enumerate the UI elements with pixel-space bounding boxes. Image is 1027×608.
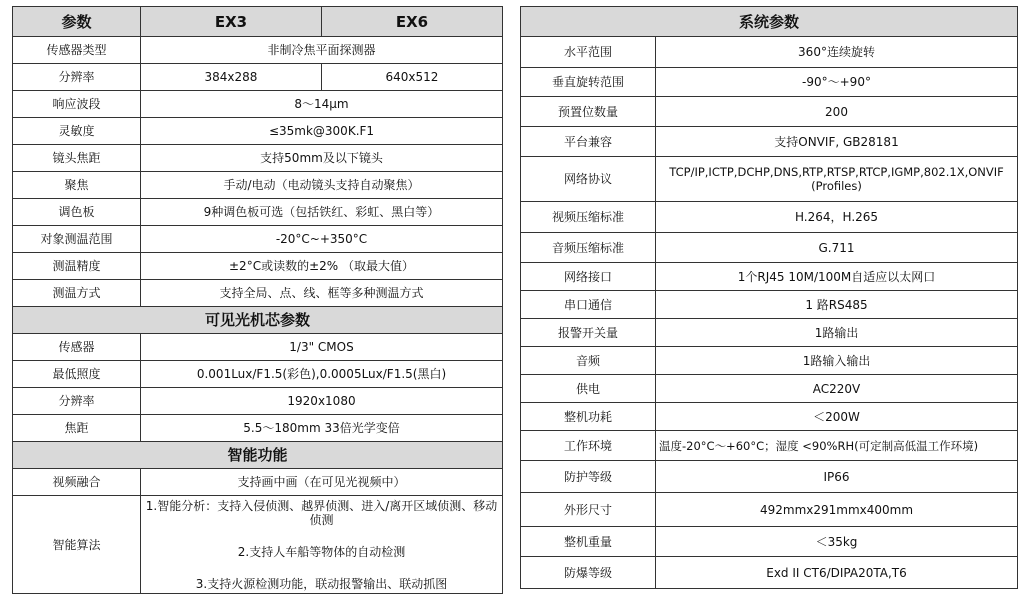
row-label: 网络接口 [521,263,656,291]
row-label: 传感器 [13,334,141,361]
row-value: -20°C~+350°C [141,226,503,253]
row-value: ±2°C或读数的±2% （取最大值） [141,253,503,280]
row-label: 外形尺寸 [521,493,656,527]
row-value: 200 [656,97,1018,127]
algo-lines [143,499,500,591]
row-label: 水平范围 [521,37,656,68]
row-label: 调色板 [13,199,141,226]
row-value: 8～14μm [141,91,503,118]
row-value: ≤35mk@300K.F1 [141,118,503,145]
left-spec-table [12,6,503,594]
row-value: ＜35kg [656,527,1018,557]
row-label: 串口通信 [521,291,656,319]
row-value: TCP/IP,ICTP,DCHP,DNS,RTP,RTSP,RTCP,IGMP,802.1X,ONVIF (Profiles) [656,157,1018,202]
row-value: 支持ONVIF, GB28181 [656,127,1018,157]
row-value: 手动/电动（电动镜头支持自动聚焦） [141,172,503,199]
row-label: 整机重量 [521,527,656,557]
row-value: 支持50mm及以下镜头 [141,145,503,172]
ex3-resolution: 384x288 [141,64,322,91]
algo-cell [141,496,503,594]
row-label: 音频压缩标准 [521,233,656,263]
algo-line-3: 3.支持火源检测功能，联动报警输出、联动抓图 [195,576,448,591]
row-label: 预置位数量 [521,97,656,127]
row-label: 智能算法 [13,496,141,594]
row-label: 防护等级 [521,461,656,493]
row-value: 1路输出 [656,319,1018,347]
row-value: 0.001Lux/F1.5(彩色),0.0005Lux/F1.5(黑白) [141,361,503,388]
row-label: 分辨率 [13,64,141,91]
row-value: -90°～+90° [656,68,1018,97]
row-label: 网络协议 [521,157,656,202]
row-label: 防爆等级 [521,557,656,589]
ex6-resolution: 640x512 [322,64,503,91]
row-label: 最低照度 [13,361,141,388]
ex6-header: EX6 [322,7,503,37]
row-value: 1 路RS485 [656,291,1018,319]
row-value: 温度-20°C～+60°C；湿度 <90%RH(可定制高低温工作环境) [656,431,1018,461]
visible-section-header: 可见光机芯参数 [13,307,503,334]
row-value: 1路输入输出 [656,347,1018,375]
row-label: 供电 [521,375,656,403]
row-label: 对象测温范围 [13,226,141,253]
smart-section-header: 智能功能 [13,442,503,469]
row-label: 视频融合 [13,469,141,496]
row-value: H.264，H.265 [656,202,1018,233]
row-value: 支持全局、点、线、框等多种测温方式 [141,280,503,307]
row-value: 非制冷焦平面探测器 [141,37,503,64]
algo-line-2: 2.支持人车船等物体的自动检测 [237,544,406,559]
row-value: 1920x1080 [141,388,503,415]
row-label: 聚焦 [13,172,141,199]
row-value: 1个RJ45 10M/100M自适应以太网口 [656,263,1018,291]
row-label: 镜头焦距 [13,145,141,172]
row-value: 支持画中画（在可见光视频中） [141,469,503,496]
param-header: 参数 [13,7,141,37]
row-value: IP66 [656,461,1018,493]
row-value: 9种调色板可选（包括铁红、彩虹、黑白等） [141,199,503,226]
row-value: 1/3" CMOS [141,334,503,361]
row-value: AC220V [656,375,1018,403]
row-label: 垂直旋转范围 [521,68,656,97]
algo-line-1: 1.智能分析：支持入侵侦测、越界侦测、进入/离开区域侦测、移动侦测 [145,498,498,527]
row-label: 音频 [521,347,656,375]
row-value: 492mmx291mmx400mm [656,493,1018,527]
row-value: Exd II CT6/DIPA20TA,T6 [656,557,1018,589]
row-value: 5.5～180mm 33倍光学变倍 [141,415,503,442]
row-label: 测温精度 [13,253,141,280]
row-value: 360°连续旋转 [656,37,1018,68]
system-spec-table [520,6,1018,589]
row-label: 工作环境 [521,431,656,461]
row-label: 分辨率 [13,388,141,415]
row-value: ＜200W [656,403,1018,431]
row-label: 整机功耗 [521,403,656,431]
system-header: 系统参数 [521,7,1018,37]
row-label: 灵敏度 [13,118,141,145]
row-label: 报警开关量 [521,319,656,347]
row-label: 响应波段 [13,91,141,118]
row-value: G.711 [656,233,1018,263]
ex3-header: EX3 [141,7,322,37]
row-label: 焦距 [13,415,141,442]
row-label: 视频压缩标准 [521,202,656,233]
row-label: 传感器类型 [13,37,141,64]
row-label: 测温方式 [13,280,141,307]
row-label: 平台兼容 [521,127,656,157]
